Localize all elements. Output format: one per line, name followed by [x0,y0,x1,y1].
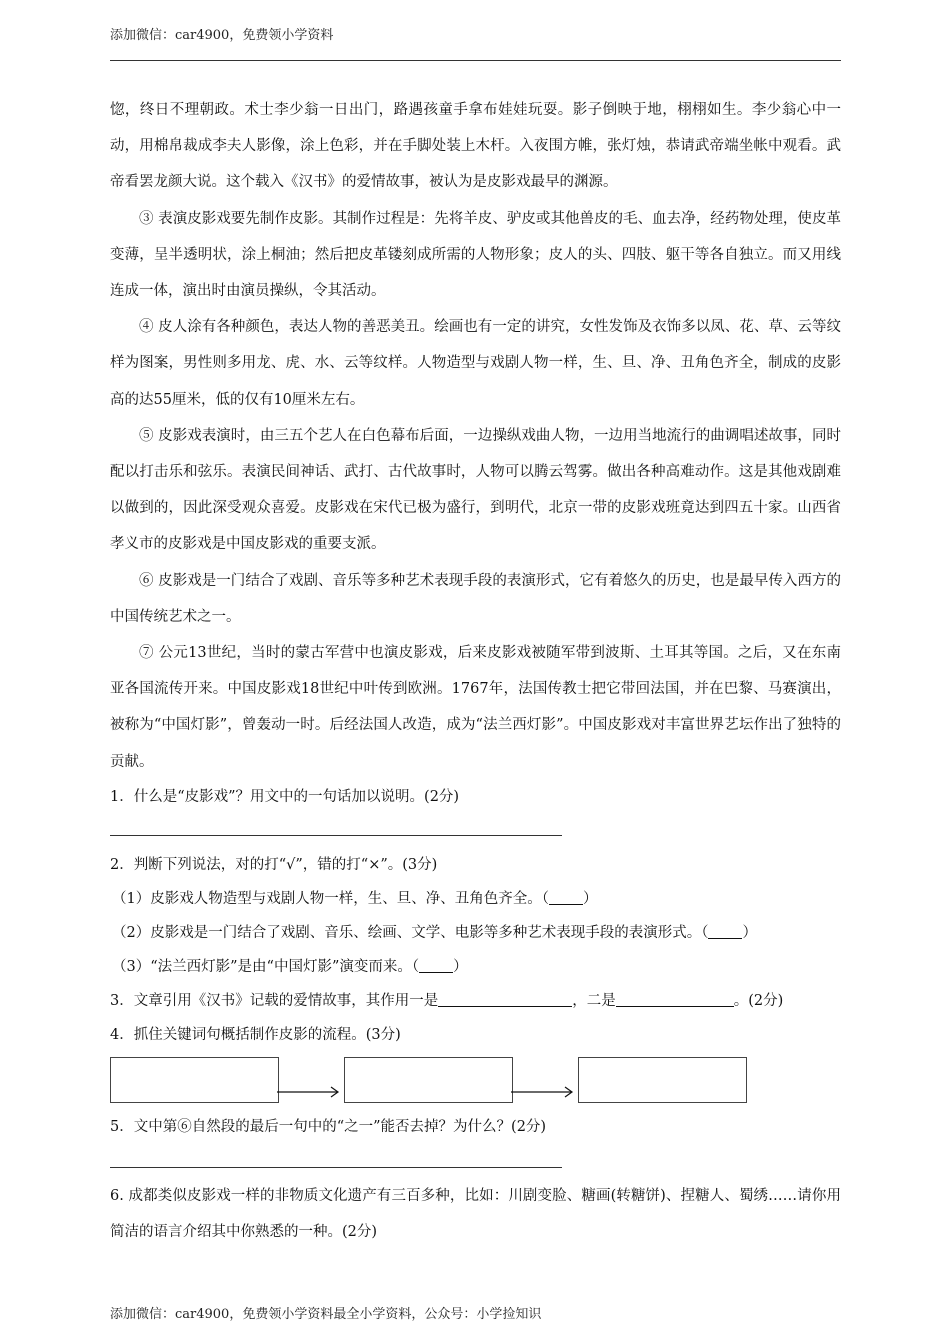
question-3-blank-2[interactable] [616,992,734,1007]
question-2-item-2 [110,916,841,950]
question-3 [110,984,841,1018]
question-2-item-3-close: ） [453,958,468,975]
question-3-part-b: ，二是 [572,992,616,1009]
question-3-part-a: 3．文章引用《汉书》记载的爱情故事，其作用一是 [110,992,439,1009]
question-3-part-c: 。(2分) [733,992,784,1009]
question-5-answer-space [110,1144,841,1178]
question-5-answer-line[interactable] [110,1167,562,1168]
question-2-item-1-text: （1）皮影戏人物造型与戏剧人物一样，生、旦、净、丑角色齐全。（ [112,890,549,907]
question-2-item-1 [110,882,841,916]
question-5: 5．文中第⑥自然段的最后一句中的“之一”能否去掉？为什么？(2分) [110,1118,547,1135]
question-6: 6. 成都类似皮影戏一样的非物质文化遗产有三百多种，比如：川剧变脸、糖画(转糖饼)、捏糖人、蜀绣……请你用简洁的语言介绍其中你熟悉的一种。(2分) [110,1187,841,1241]
paragraph-continued: 惚，终日不理朝政。术士李少翁一日出门，路遇孩童手拿布娃娃玩耍。影子倒映于地，栩栩如生。李少翁心中一动，用棉帛裁成李夫人影像，涂上色彩，并在手脚处装上木杆。入夜围方帷，张灯烛，恭请武帝端坐帐中观看。武帝看罢龙颜大说。这个载入《汉书》的爱情故事，被认为是皮影戏最早的渊源。 [110,102,841,191]
questions [110,780,841,1250]
question-2: 2．判断下列说法，对的打“√”，错的打“×”。(3分) [110,856,438,873]
passage [110,92,841,780]
question-2-item-3-text: （3）“法兰西灯影”是由“中国灯影”演变而来。（ [112,958,420,975]
page-header: 添加微信：car4900，免费领小学资料 [110,28,334,43]
arrow-right-icon [277,1086,345,1098]
question-2-item-1-close: ） [582,890,598,907]
arrow-right-icon [511,1086,579,1098]
paragraph-7: ⑦ 公元13世纪，当时的蒙古军营中也演皮影戏，后来皮影戏被随军带到波斯、土耳其等国。之后，又在东南亚各国流传开来。中国皮影戏18世纪中叶传到欧洲。1767年，法国传教士把它带回法国，并在巴黎、马赛演出，被称为“中国灯影”，曾轰动一时。后经法国人改造，成为“法兰西灯影”。中国皮影戏对丰富世界艺坛作出了独特的贡献。 [110,645,841,770]
header-divider [110,60,841,61]
flow-step-box-2[interactable] [344,1057,513,1103]
question-2-item-1-blank[interactable] [549,890,583,905]
page-footer: 添加微信：car4900，免费领小学资料最全小学资料，公众号：小学捡知识 [110,1307,542,1322]
question-1-answer-line[interactable] [110,835,562,836]
flow-step-box-1[interactable] [110,1057,279,1103]
question-2-item-3-blank[interactable] [419,958,453,973]
question-2-item-3 [110,950,841,984]
paragraph-3: ③ 表演皮影戏要先制作皮影。其制作过程是：先将羊皮、驴皮或其他兽皮的毛、血去净，经药物处理，使皮革变薄，呈半透明状，涂上桐油；然后把皮革镂刻成所需的人物形象；皮人的头、四肢、躯干等各自独立。而又用线连成一体，演出时由演员操纵，令其活动。 [110,210,841,300]
flow-step-box-3[interactable] [578,1057,747,1103]
question-2-item-2-blank[interactable] [708,924,742,939]
paragraph-5: ⑤ 皮影戏表演时，由三五个艺人在白色幕布后面，一边操纵戏曲人物，一边用当地流行的曲调唱述故事，同时配以打击乐和弦乐。表演民间神话、武打、古代故事时，人物可以腾云驾雾。做出各种高难动作。这是其他戏剧难以做到的，因此深受观众喜爱。皮影戏在宋代已极为盛行，到明代，北京一带的皮影戏班竟达到四五十家。山西省孝义市的皮影戏是中国皮影戏的重要支派。 [110,427,841,553]
question-1: 1．什么是“皮影戏”？用文中的一句话加以说明。(2分) [110,788,460,805]
paragraph-4: ④ 皮人涂有各种颜色，表达人物的善恶美丑。绘画也有一定的讲究，女性发饰及衣饰多以凤、花、草、云等纹样为图案，男性则多用龙、虎、水、云等纹样。人物造型与戏剧人物一样，生、旦、净、丑角色齐全，制成的皮影高的达55厘米，低的仅有10厘米左右。 [110,319,841,408]
question-1-answer-space [110,814,841,848]
question-3-blank-1[interactable] [438,992,572,1007]
question-2-item-2-close: ） [742,924,757,941]
paragraph-6: ⑥ 皮影戏是一门结合了戏剧、音乐等多种艺术表现手段的表演形式，它有着悠久的历史，也是最早传入西方的中国传统艺术之一。 [110,572,841,625]
question-4: 4．抓住关键词句概括制作皮影的流程。(3分) [110,1026,401,1043]
question-2-item-2-text: （2）皮影戏是一门结合了戏剧、音乐、绘画、文学、电影等多种艺术表现手段的表演形式。（ [112,924,709,941]
